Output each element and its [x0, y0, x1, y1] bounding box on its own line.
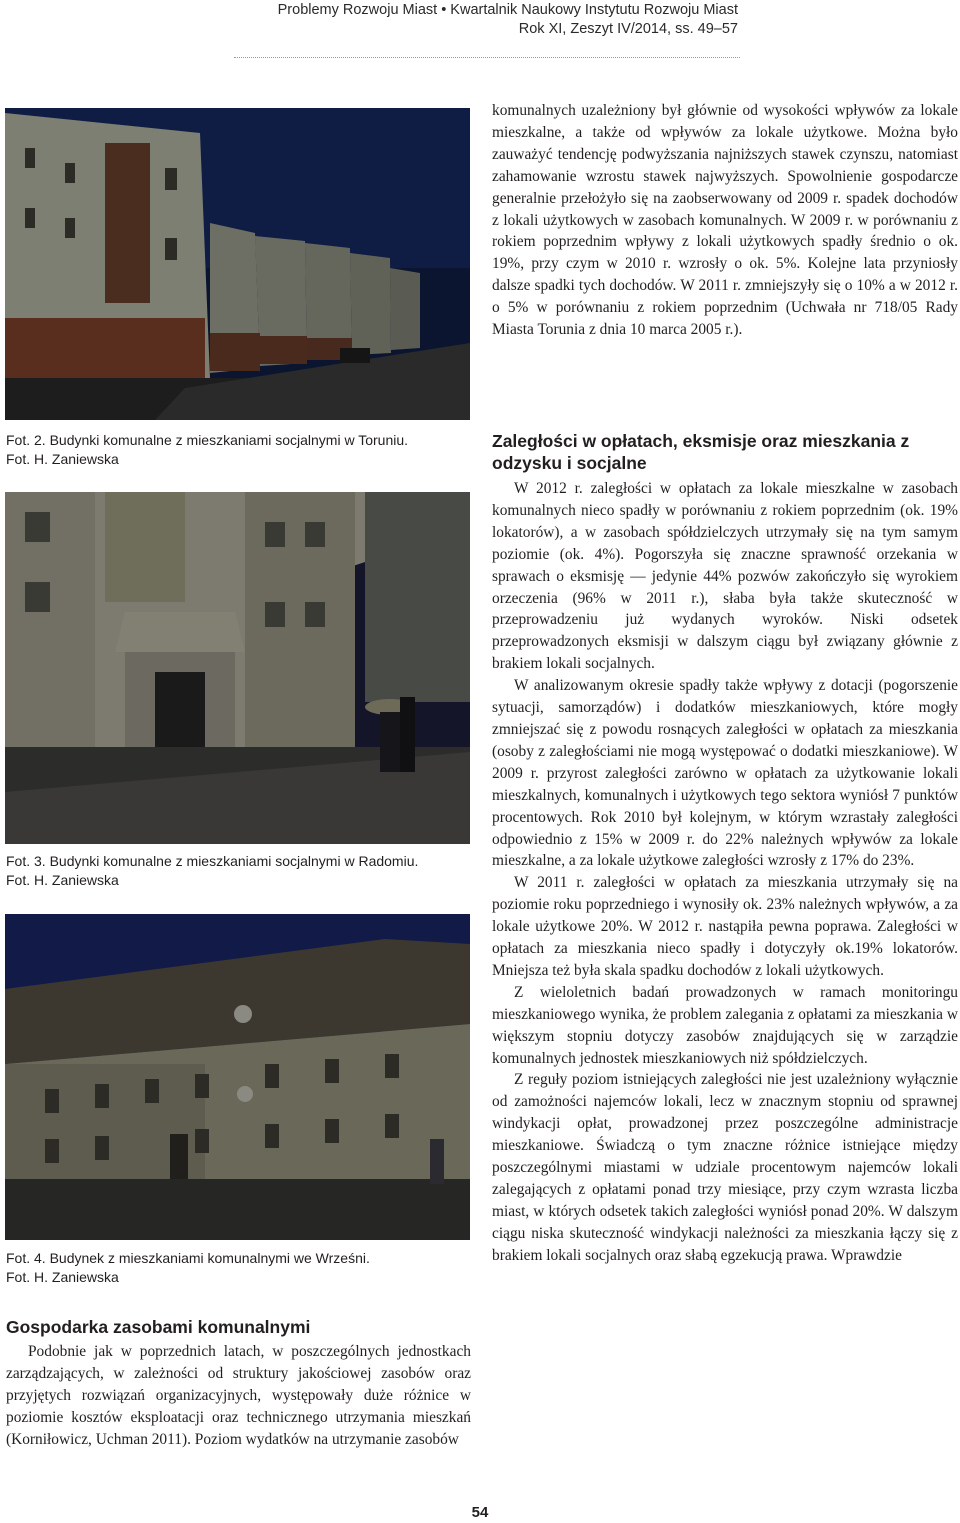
paragraph: komunalnych uzależniony był głównie od wysokości wpływów za lokale mieszkalne, a także od wpływów za lokale użytkowe. Można było zauważyć tendencję podwyższania najniższych stawek czynszu, natomiast zahamowanie wzrostu stawek najwyższych. Spowolnienie gospodarcze generalnie przełożyło się na zaobserwowany od 2009 r. spadek dochodów z lokali użytkowych w zasobach komunalnych. W 2009 r. w porównaniu z rokiem poprzednim wpływy z lokali użytkowych spadły średnio o ok. 19%, przy czym w 2010 r. wzrosły o ok. 5%. Kolejne lata przyniosły dalsze spadki tych dochodów. W 2011 r. zmniejszyły się o 10% a w 2012 r. o 5% w porównaniu z rokiem poprzednim (Uchwała nr 718/05 Rady Miasta Torunia z dnia 10 marca 2005 r.).: [492, 102, 958, 339]
photo-wrzesnia-illustration: [5, 914, 470, 1240]
photo-credit: Fot. H. Zaniewska: [6, 872, 119, 888]
photo-credit: Fot. H. Zaniewska: [6, 451, 119, 467]
photo-torun: [5, 108, 470, 420]
issue-info: Rok XI, Zeszyt IV/2014, ss. 49–57: [518, 21, 738, 37]
photo-credit: Fot. H. Zaniewska: [6, 1269, 119, 1285]
figure-caption-3: [6, 852, 476, 890]
journal-title: Problemy Rozwoju Miast • Kwartalnik Naukowy Instytutu Rozwoju Miast: [277, 2, 738, 18]
section-title-gospodarka: Gospodarka zasobami komunalnymi: [6, 1317, 311, 1337]
paragraph: Z wieloletnich badań prowadzonych w ramach monitoringu mieszkaniowego wynika, że problem zalegania z opłatami za mieszkania w większym stopniu dotyczy zasobów znajdujących się w zarządzie komunalnych jednostek mieszkaniowych niż spółdzielczych.: [492, 983, 958, 1067]
figure-caption-4: [6, 1249, 476, 1287]
photo-radom: [5, 492, 470, 844]
figure-caption-2: [6, 431, 476, 469]
section-title-zaleglosci: Zaległości w opłatach, eksmisje oraz mieszkania z odzysku i socjalne: [492, 431, 910, 473]
paragraph: Z reguły poziom istniejących zaległości nie jest uzależniony wyłącznie od zamożności najemców lokali, lecz w znacznym stopniu od sprawnej windykacji opłat, prowadzonej przez poszczególne administracje mieszkaniowe. Świadczą o tym znaczne różnice istniejące między poszczególnymi miastami w udziale procentowym najemców lokali zalegających z opłatami ponad trzy miesiące, przy czym wzrasta liczba miast, w których odsetek takich zaległości wyniósł ponad 20%. W dalszym ciągu niska skuteczność windykacji należności za mieszkania łączy się z brakiem lokali socjalnych oraz słabą egzekucją prawa. Wprawdzie: [492, 1071, 958, 1264]
photo-torun-illustration: [5, 108, 470, 420]
right-column-continuation: [492, 100, 958, 341]
photo-wrzesnia: [5, 914, 470, 1240]
caption-text: Fot. 4. Budynek z mieszkaniami komunalnymi we Wrześni.: [6, 1250, 370, 1266]
paragraph: W 2011 r. zaległości w opłatach za mieszkania utrzymały się na poziomie roku poprzedniego i wynosiły ok. 23% należnych wpływów, a za lokale użytkowe 20%. W 2012 r. nastąpiła pewna poprawa. Zaległości w opłatach za mieszkania nieco spadły i dotyczyły ok.19% lokatorów. Mniejsza też była skala spadku dochodów z lokali użytkowych.: [492, 874, 958, 979]
header-divider: [234, 57, 740, 58]
caption-text: Fot. 3. Budynki komunalne z mieszkaniami socjalnymi w Radomiu.: [6, 853, 419, 869]
running-header: [178, 0, 738, 39]
right-column-text: [492, 478, 958, 1267]
paragraph: W analizowanym okresie spadły także wpływy z dotacji (pogorszenie sytuacji, samorządów) i dodatków mieszkaniowych, które mogły zmniejszać się z powodu rosnących zaległości w opłatach za mieszkania (osoby z zaległościami nie mogą występować o dodatki mieszkaniowe). W 2009 r. przyrost zaległości zarówno w opłatach za użytkowanie lokali mieszkalnych, komunalnych i użytkowych tego sektora wyniósł 7 punktów procentowych. Rok 2010 był kolejnym, w którym wzrastały zaległości odpowiednio z 15% w 2009 r. do 22% należnych wpływów za lokale mieszkalne, a za lokale użytkowe zaległości wzrosły z 17% do 23%.: [492, 677, 958, 870]
photo-radom-illustration: [5, 492, 470, 844]
paragraph: W 2012 r. zaległości w opłatach za lokale mieszkalne w zasobach komunalnych nieco spadły w porównaniu z rokiem poprzednim (ok. 19% lokatorów), a w zasobach spółdzielczych utrzymały się na tym samym poziomie (ok. 4%). Pogorszyła się znaczne sprawność orzekania w sprawach o eksmisję — jedynie 44% pozwów zakończyło się wyrokiem orzeczenia (96% w 2011 r.), słaba była także skuteczność w przeprowadzeniu już wydanych wyroków. Niski odsetek przeprowadzonych eksmisji w dalszym ciągu był związany głównie z brakiem lokali socjalnych.: [492, 480, 958, 673]
page-number: 54: [471, 1504, 489, 1521]
caption-text: Fot. 2. Budynki komunalne z mieszkaniami socjalnymi w Toruniu.: [6, 432, 409, 448]
paragraph: Podobnie jak w poprzednich latach, w poszczególnych jednostkach zarządzających, w zależności od struktury jakościowej zasobów oraz przyjętych rozwiązań organizacyjnych, występowały duże różnice w poziomie kosztów eksploatacji oraz technicznego utrzymania mieszkań (Korniłowicz, Uchman 2011). Poziom wydatków na utrzymanie zasobów: [6, 1343, 471, 1448]
left-column-text: [6, 1341, 471, 1451]
